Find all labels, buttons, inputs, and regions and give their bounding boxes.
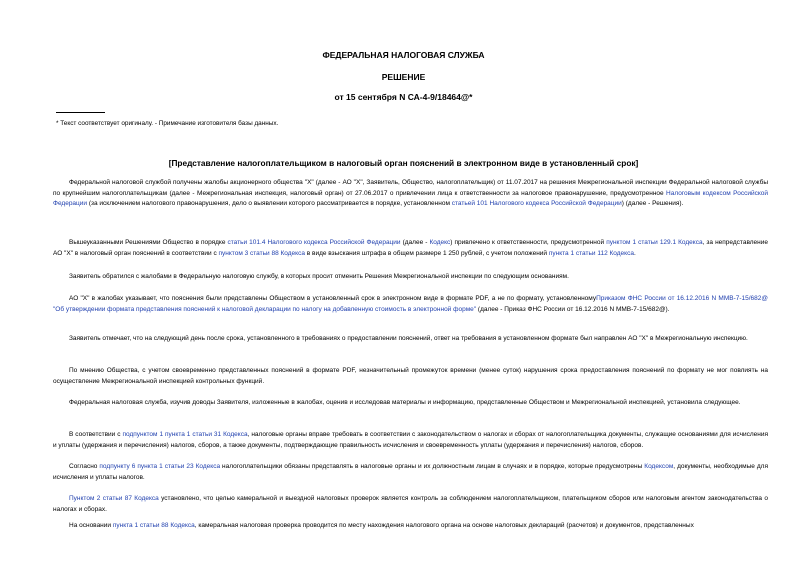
paragraph	[53, 398, 768, 409]
paragraph-text: Заявитель обратился с жалобами в Федеральную налоговую службу, в которых просит отменить Решения Межрегиональной инспекции по следующим основаниям.	[69, 273, 569, 280]
paragraph-text: (за исключением налогового правонарушения, дело о выявлении которого рассматривается в порядке, установленном	[87, 200, 452, 208]
footnote: * Текст соответствует оригиналу. - Примечание изготовителя базы данных.	[56, 120, 279, 127]
paragraph-text: АО "Х" в жалобах указывает, что пояснения были представлены Обществом в установленный срок в электронном виде в формате PDF, а не по формату, установленному	[69, 295, 597, 302]
paragraph-text: Заявитель отмечает, что на следующий день после срока, установленного в требованиях о предоставлении пояснений, ответ на требования в установленном формате был направлен АО "Х" в Межрегиональную инспекцию.	[69, 335, 748, 342]
document-subtitle: [Представление налогоплательщиком в налоговый орган пояснений в электронном виде в установленный срок]	[168, 158, 639, 168]
paragraph-text: установлено, что целью камеральной и выездной налоговых проверок является контроль за соблюдением налогоплательщиком, плательщиком сборов или налоговым агентом законодательства о налогах и сборах.	[53, 495, 768, 513]
paragraph-text: в виде взыскания штрафа в общем размере 1 250 рублей, с учетом положений	[304, 249, 549, 257]
document-date-number: от 15 сентября N СА-4-9/18464@*	[334, 92, 473, 102]
paragraph-text: Вышеуказанными Решениями Общество в порядке	[69, 239, 228, 246]
paragraph	[53, 494, 768, 515]
legal-reference-link[interactable]: пунктом 3 статьи 88 Кодекса	[218, 249, 305, 257]
paragraph	[53, 521, 768, 532]
legal-reference-link[interactable]: статьи 101.4 Налогового кодекса Российской Федерации	[227, 239, 401, 246]
paragraph-text: .	[633, 249, 636, 257]
paragraph-text: , за непредставление АО "Х" в налоговый орган пояснений в соответствии с	[53, 239, 768, 257]
legal-reference-link[interactable]: статьей 101 Налогового кодекса Российской Федерации	[451, 200, 622, 208]
agency-title: ФЕДЕРАЛЬНАЯ НАЛОГОВАЯ СЛУЖБА	[322, 50, 485, 60]
paragraph-text: налогоплательщики обязаны представлять в налоговые органы и их должностным лицам в случаях и в порядке, которые предусмотрены	[220, 463, 645, 470]
paragraph-text: ) привлечено к ответственности, предусмотренной	[450, 239, 607, 246]
paragraph-text: Федеральная налоговая служба, изучив доводы Заявителя, изложенные в жалобах, оценив и исследовав материалы и информацию, представленные Обществом и Межрегиональной инспекцией, установила следующее.	[69, 399, 741, 406]
paragraph	[53, 178, 768, 210]
paragraph-text: ) (далее - Решения).	[621, 200, 684, 208]
paragraph-text: Согласно	[69, 463, 100, 470]
paragraph	[53, 462, 768, 483]
legal-reference-link[interactable]: пунктом 1 статьи 129.1 Кодекса	[606, 239, 703, 246]
paragraph-text: В соответствии с	[69, 431, 123, 438]
legal-reference-link[interactable]: Кодекс	[429, 239, 451, 246]
document-type: РЕШЕНИЕ	[381, 72, 426, 82]
paragraph-text: По мнению Общества, с учетом своевременно представленных пояснений в формате PDF, незначительный промежуток времени (менее суток) нарушения срока предоставления пояснений по формату не мог повлиять на осуществление Межрегиональной инспекцией контрольных функций.	[53, 367, 768, 385]
paragraph-text: На основании	[69, 522, 113, 529]
footnote-divider	[56, 112, 105, 113]
legal-reference-link[interactable]: Налоговым кодексом Российской Федерации	[53, 189, 768, 208]
legal-reference-link[interactable]: пункта 1 статьи 88 Кодекса	[112, 522, 195, 529]
paragraph	[53, 294, 768, 315]
paragraph	[53, 430, 768, 451]
paragraph-text: , налоговые органы вправе требовать в соответствии с законодательством о налогах и сборах от налогоплательщика документы, служащие основаниями для исчисления и уплаты (удержания и перечисления) налогов, сборов, а также документы, подтверждающие правильность исчисления и своевременность уплаты (удержания и перечисления) налогов, сборов.	[53, 431, 769, 449]
paragraph	[53, 366, 768, 387]
paragraph	[53, 334, 768, 345]
legal-reference-link[interactable]: Кодексом	[644, 463, 674, 470]
paragraph	[53, 238, 768, 259]
paragraph	[53, 272, 768, 283]
paragraph-text: , камеральная налоговая проверка проводится по месту нахождения налогового органа на основе налоговых деклараций (расчетов) и документов, представленных	[194, 522, 694, 529]
paragraph-text: (далее -	[400, 239, 430, 246]
paragraph-text: (далее - Приказ ФНС России от 16.12.2016 N ММВ-7-15/682@).	[476, 305, 670, 313]
legal-reference-link[interactable]: пункта 1 статьи 112 Кодекса	[548, 249, 634, 257]
legal-reference-link[interactable]: Приказом ФНС России от 16.12.2016 N ММВ-7-15/682@ "Об утверждении формата представления пояснений к налоговой декларации по налогу на добавленную стоимость в электронной форме"	[53, 295, 768, 313]
legal-reference-link[interactable]: Пунктом 2 статьи 87 Кодекса	[69, 495, 159, 502]
paragraph-text: Федеральной налоговой службой получены жалобы акционерного общества "Х" (далее - АО "Х", Заявитель, Общество, налогоплательщик) от 11.07.2017 на решения Межрегиональной инспекции Федеральной налоговой службы по крупнейшим налогоплательщикам (далее - Межрегиональная инспекция, налоговый орган) от 27.06.2017 о привлечении лица к ответственности за налоговое правонарушение, предусмотренное	[53, 179, 768, 197]
legal-reference-link[interactable]: подпунктом 1 пункта 1 статьи 31 Кодекса	[122, 431, 248, 438]
legal-reference-link[interactable]: подпункту 6 пункта 1 статьи 23 Кодекса	[99, 463, 221, 470]
paragraph-text: , документы, необходимые для исчисления и уплаты налогов.	[53, 463, 768, 481]
